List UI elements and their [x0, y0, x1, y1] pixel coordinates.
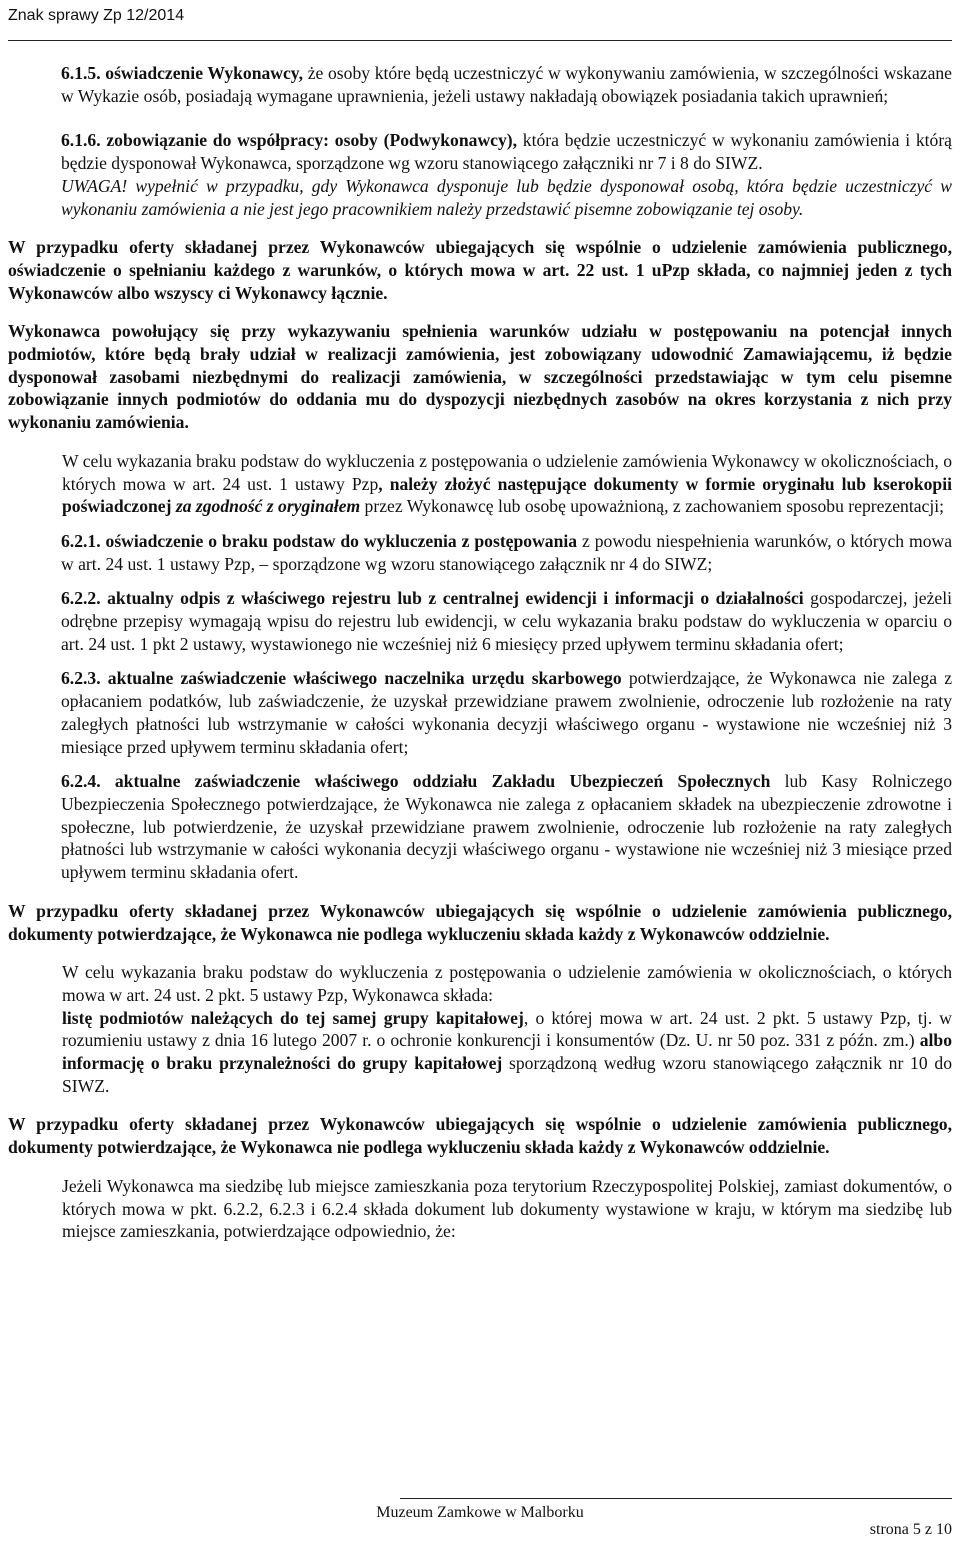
bold-heading: oświadczenie Wykonawcy,	[105, 63, 304, 83]
paragraph-6-1-6	[61, 129, 952, 220]
section-number	[8, 1175, 62, 1198]
header-case-number: Znak sprawy Zp 12/2014	[8, 7, 185, 24]
section-number	[8, 450, 62, 473]
paragraph-6-2-4: 6.2.4. aktualne zaświadczenie właściwego oddziału Zakładu Ubezpieczeń Społecznych lub Kasy Rolniczego Ubezpieczenia Społecznego potwierdzające, że Wykonawca nie zalega z opłacaniem składek na ubezpieczenie zdrowotne i społeczne, lub potwierdzenie, że uzyskał przewidziane prawem zwolnienie, odroczenie lub rozłożenie na raty zaległych płatności lub wstrzymanie w całości wykonania decyzji właściwego organu - wystawione nie wcześniej niż 3 miesiące przed upływem terminu składania ofert.	[61, 771, 952, 883]
joint-bid-statement-3: W przypadku oferty składanej przez Wykonawców ubiegających się wspólnie o udzielenie zamówienia publicznego, dokumenty potwierdzające, że Wykonawca nie podlega wykluczeniu składa każdy z Wykonawców oddzielnie.	[8, 1114, 952, 1158]
bold-heading: aktualny odpis z właściwego rejestru lub z centralnej ewidencji i informacji o działalności	[107, 588, 804, 609]
header-divider	[8, 40, 952, 41]
paragraph-6-2-1: 6.2.1. oświadczenie o braku podstaw do wykluczenia z postępowania z powodu niespełnienia warunków, o których mowa w art. 24 ust. 1 ustawy Pzp, – sporządzone wg wzoru stanowiącego załącznik nr 4 do SIWZ;	[61, 530, 953, 574]
paragraph-text: że osoby które będą uczestniczyć w wykonywaniu zamówienia, w szczególności wskazane w Wykazie osób, posiadają wymagane uprawnienia, jeżeli ustawy nakładają obowiązek posiadania takich uprawnień;	[61, 63, 952, 106]
item-number: 6.2.1.	[61, 530, 101, 551]
resources-statement: Wykonawca powołujący się przy wykazywaniu spełnienia warunków udziału w postępowaniu na potencjał innych podmiotów, które będą brały udział w realizacji zamówienia, jest zobowiązany udowodnić Zamawiającemu, iż będzie dysponował zasobami niezbędnymi do realizacji zamówienia, w szczególności przedstawiając w tym celu pisemne zobowiązanie innych podmiotów do oddania mu do dyspozycji niezbędnych zasobów na okres korzystania z nich przy wykonaniu zamówienia.	[8, 321, 952, 433]
note-text: wypełnić w przypadku, gdy Wykonawca dysponuje lub będzie dysponował osobą, która będzie uczestniczyć w wykonaniu zamówienia a nie jest jego pracownikiem należy przedstawić pisemne zobowiązanie tej osoby.	[61, 175, 952, 219]
document-body	[8, 62, 953, 1243]
item-number: 6.2.3.	[61, 668, 101, 689]
bold-heading: oświadczenie o braku podstaw do wykluczenia z postępowania	[105, 530, 578, 551]
item-number: 6.1.5.	[61, 63, 101, 83]
item-number: 6.2.2.	[61, 588, 101, 609]
footer-divider	[400, 1498, 952, 1499]
item-number: 6.1.6.	[61, 130, 101, 151]
bold-heading: aktualne zaświadczenie właściwego oddziału Zakładu Ubezpieczeń Społecznych	[114, 771, 771, 792]
page-number: strona 5 z 10	[869, 1521, 952, 1538]
section-6-3: W celu wykazania braku podstaw do wykluczenia z postępowania o udzielenie zamówienia w okolicznościach, o których mowa w art. 24 ust. 2 pkt. 5 ustawy Pzp, Wykonawca składa: listę podmiotów należących do tej samej grupy kapitałowej, o której mowa w art. 24 ust. 2 pkt. 5 ustawy Pzp, tj. w rozumieniu ustawy z dnia 16 lutego 2007 r. o ochronie konkurencji i konsumentów (Dz. U. nr 50 poz. 331 z późn. zm.) albo informację o braku przynależności do grupy kapitałowej sporządzoną według wzoru stanowiącego załącznik nr 10 do SIWZ.	[8, 961, 952, 1097]
section-number	[8, 961, 62, 984]
item-number: 6.2.4.	[61, 771, 101, 792]
bold-heading: aktualne zaświadczenie właściwego naczelnika urzędu skarbowego	[107, 668, 622, 689]
paragraph-6-2-2: 6.2.2. aktualny odpis z właściwego rejestru lub z centralnej ewidencji i informacji o działalności gospodarczej, jeżeli odrębne przepisy wymagają wpisu do rejestru lub ewidencji, w celu wykazania braku podstaw do wykluczenia w oparciu o art. 24 ust. 1 pkt 2 ustawy, wystawionego nie wcześniej niż 6 miesięcy przed upływem terminu składania ofert;	[61, 588, 952, 654]
bold-heading: zobowiązanie do współpracy: osoby (Podwykonawcy),	[106, 130, 518, 151]
section-6-4: Jeżeli Wykonawca ma siedzibę lub miejsce zamieszkania poza terytorium Rzeczypospolitej Polskiej, zamiast dokumentów, o których mowa w pkt. 6.2.2, 6.2.3 i 6.2.4 składa dokument lub dokumenty wystawione w kraju, w którym ma siedzibę lub miejsce zamieszkania, potwierdzające odpowiednio, że:	[8, 1175, 952, 1243]
paragraph-6-2-3: 6.2.3. aktualne zaświadczenie właściwego naczelnika urzędu skarbowego potwierdzające, że Wykonawca nie zalega z opłacaniem podatków, lub zaświadczenie, że uzyskał przewidziane prawem zwolnienie, odroczenie lub rozłożenie na raty zaległych płatności lub wstrzymanie w całości wykonania decyzji właściwego organu - wystawione nie wcześniej niż 3 miesiące przed upływem terminu składania ofert;	[61, 668, 952, 757]
joint-bid-statement-2: W przypadku oferty składanej przez Wykonawców ubiegających się wspólnie o udzielenie zamówienia publicznego, dokumenty potwierdzające, że Wykonawca nie podlega wykluczeniu składa każdy z Wykonawców oddzielnie.	[8, 900, 952, 944]
joint-bid-statement-1: W przypadku oferty składanej przez Wykonawców ubiegających się wspólnie o udzielenie zamówienia publicznego, oświadczenie o spełnianiu każdego z warunków, o których mowa w art. 22 ust. 1 uPzp składa, co najmniej jeden z tych Wykonawców albo wszyscy ci Wykonawcy łącznie.	[8, 237, 952, 303]
paragraph-text: która będzie uczestniczyć w wykonaniu zamówienia i którą będzie dysponował Wykonawca, sporządzone wg wzoru stanowiącego załączniki nr 7 i 8 do SIWZ.	[61, 130, 952, 174]
paragraph-6-1-5	[61, 62, 952, 107]
note-label: UWAGA!	[61, 175, 128, 196]
footer-institution: Muzeum Zamkowe w Malborku	[376, 1504, 584, 1521]
section-6-2: W celu wykazania braku podstaw do wykluczenia z postępowania o udzielenie zamówienia Wykonawcy w okolicznościach, o których mowa w art. 24 ust. 1 ustawy Pzp, należy złożyć następujące dokumenty w formie oryginału lub kserokopii poświadczonej za zgodność z oryginałem przez Wykonawcę lub osobę upoważnioną, z zachowaniem sposobu reprezentacji;	[8, 450, 952, 518]
